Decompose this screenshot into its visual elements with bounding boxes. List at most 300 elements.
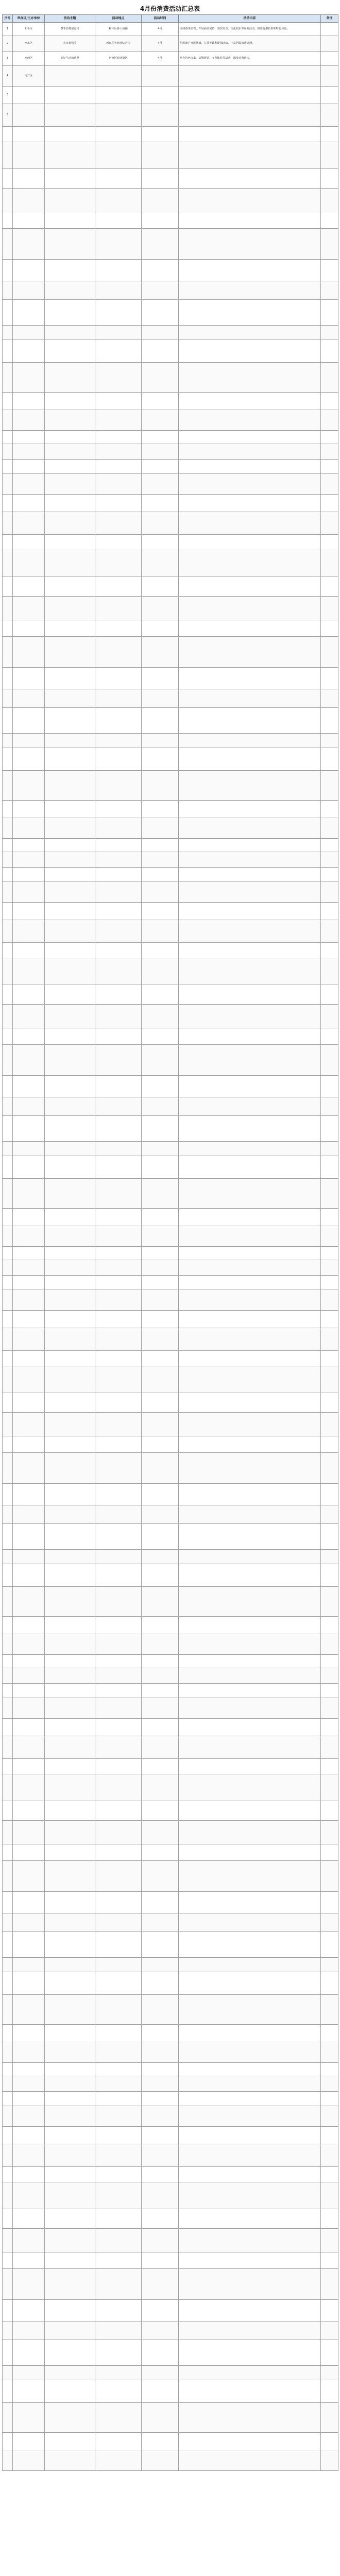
table-row: [3, 620, 338, 637]
table-header-row: [3, 15, 338, 23]
cell-note: [321, 2403, 338, 2433]
cell-place: [95, 1719, 142, 1736]
table-row: [3, 212, 338, 229]
table-row: [3, 1156, 338, 1179]
cell-content: [179, 1524, 321, 1550]
cell-theme: [45, 1698, 95, 1719]
table-row: [3, 2252, 338, 2269]
cell-content: [179, 1226, 321, 1247]
cell-district: [13, 1684, 45, 1698]
cell-content: [179, 169, 321, 189]
cell-note: [321, 495, 338, 512]
cell-no: [3, 2144, 13, 2167]
cell-no: [3, 300, 13, 326]
table-row: [3, 2403, 338, 2433]
cell-place: [95, 1564, 142, 1587]
cell-note: [321, 2380, 338, 2403]
cell-time: [142, 985, 179, 1005]
cell-content: [179, 689, 321, 708]
cell-no: [3, 1801, 13, 1821]
cell-place: [95, 1436, 142, 1453]
cell-place: 河西区商业街区: [95, 52, 142, 66]
cell-time: [142, 920, 179, 943]
cell-time: [142, 1861, 179, 1892]
cell-district: [13, 1156, 45, 1179]
cell-no: [3, 748, 13, 771]
cell-no: [3, 1097, 13, 1116]
cell-no: [3, 1774, 13, 1801]
cell-content: [179, 1116, 321, 1142]
cell-note: [321, 52, 338, 66]
cell-place: [95, 1524, 142, 1550]
cell-theme: [45, 1550, 95, 1564]
cell-district: [13, 2076, 45, 2092]
cell-district: [13, 734, 45, 748]
cell-time: [142, 1076, 179, 1097]
header-district: 举办区/主办单位: [13, 15, 45, 23]
cell-theme: [45, 748, 95, 771]
cell-place: [95, 1655, 142, 1668]
cell-place: [95, 300, 142, 326]
cell-place: [95, 229, 142, 260]
cell-place: [95, 1028, 142, 1045]
table-row: [3, 1759, 338, 1774]
cell-district: [13, 2403, 45, 2433]
cell-note: [321, 985, 338, 1005]
cell-no: [3, 637, 13, 668]
cell-place: [95, 1311, 142, 1328]
cell-content: [179, 903, 321, 920]
cell-district: [13, 1076, 45, 1097]
cell-note: [321, 142, 338, 169]
header-content: 活动内容: [179, 15, 321, 23]
table-row: [3, 2269, 338, 2300]
cell-theme: 美好生活消费季: [45, 52, 95, 66]
cell-no: [3, 460, 13, 474]
table-row: [3, 1260, 338, 1276]
cell-no: [3, 1311, 13, 1328]
cell-time: [142, 1821, 179, 1844]
cell-theme: [45, 1076, 95, 1097]
cell-place: [95, 1958, 142, 1972]
cell-theme: [45, 734, 95, 748]
cell-theme: [45, 300, 95, 326]
cell-no: [3, 1587, 13, 1617]
cell-district: [13, 1913, 45, 1932]
table-row: [3, 1995, 338, 2025]
cell-theme: [45, 1505, 95, 1524]
cell-time: [142, 2106, 179, 2127]
cell-no: [3, 2403, 13, 2433]
cell-no: [3, 1028, 13, 1045]
cell-no: [3, 1524, 13, 1550]
cell-content: [179, 882, 321, 903]
cell-district: [13, 1844, 45, 1861]
cell-theme: [45, 1276, 95, 1290]
cell-content: 围绕春季消费，开展商品促销、餐饮美食、文化娱乐等系列活动，推出优惠折扣和特色体验。: [179, 23, 321, 36]
cell-note: [321, 512, 338, 535]
cell-district: [13, 818, 45, 839]
cell-content: 组织商户开展满减、打折等让利促销活动，丰富居民消费选择。: [179, 36, 321, 52]
cell-theme: [45, 2229, 95, 2252]
cell-no: [3, 839, 13, 852]
cell-place: [95, 2300, 142, 2321]
cell-theme: [45, 104, 95, 127]
cell-place: [95, 2144, 142, 2167]
cell-district: [13, 512, 45, 535]
cell-content: [179, 1684, 321, 1698]
cell-district: [13, 444, 45, 460]
cell-no: [3, 550, 13, 577]
cell-theme: [45, 2340, 95, 2366]
cell-theme: [45, 2269, 95, 2300]
table-row: [3, 36, 338, 52]
cell-time: [142, 1617, 179, 1634]
cell-place: [95, 127, 142, 142]
cell-theme: [45, 1972, 95, 1995]
cell-district: [13, 1564, 45, 1587]
cell-note: [321, 1413, 338, 1436]
cell-place: [95, 868, 142, 882]
cell-theme: [45, 535, 95, 550]
table-row: [3, 1351, 338, 1366]
cell-content: [179, 1076, 321, 1097]
cell-note: [321, 920, 338, 943]
cell-district: [13, 2063, 45, 2076]
cell-note: [321, 1453, 338, 1484]
cell-time: [142, 2300, 179, 2321]
table-row: [3, 393, 338, 410]
cell-district: [13, 852, 45, 868]
cell-time: [142, 637, 179, 668]
cell-district: [13, 1698, 45, 1719]
cell-no: [3, 2209, 13, 2229]
cell-content: [179, 1564, 321, 1587]
cell-no: [3, 1142, 13, 1156]
table-row: [3, 1366, 338, 1393]
cell-district: [13, 2269, 45, 2300]
cell-time: [142, 2182, 179, 2209]
cell-district: [13, 1759, 45, 1774]
cell-theme: [45, 689, 95, 708]
cell-district: [13, 839, 45, 852]
cell-district: [13, 1209, 45, 1226]
cell-place: [95, 1351, 142, 1366]
cell-theme: [45, 1634, 95, 1655]
table-row: [3, 229, 338, 260]
table-row: [3, 868, 338, 882]
cell-no: [3, 2042, 13, 2063]
cell-district: [13, 2433, 45, 2450]
cell-no: [3, 2366, 13, 2380]
cell-place: [95, 708, 142, 734]
cell-no: [3, 1045, 13, 1076]
cell-place: [95, 668, 142, 689]
table-row: [3, 839, 338, 852]
table-row: [3, 2063, 338, 2076]
cell-theme: [45, 2403, 95, 2433]
cell-district: [13, 1958, 45, 1972]
cell-content: [179, 300, 321, 326]
cell-time: [142, 1892, 179, 1913]
cell-content: [179, 535, 321, 550]
cell-content: [179, 1668, 321, 1684]
table-row: [3, 748, 338, 771]
header-note: 备注: [321, 15, 338, 23]
table-row: [3, 771, 338, 801]
cell-note: [321, 771, 338, 801]
cell-place: [95, 1774, 142, 1801]
cell-note: [321, 363, 338, 393]
cell-no: [3, 1209, 13, 1226]
cell-no: 3: [3, 52, 13, 66]
cell-time: [142, 1668, 179, 1684]
cell-theme: [45, 444, 95, 460]
cell-no: [3, 920, 13, 943]
cell-note: [321, 2025, 338, 2042]
cell-note: [321, 410, 338, 431]
cell-no: [3, 1351, 13, 1366]
cell-content: [179, 1821, 321, 1844]
table-row: [3, 1913, 338, 1932]
cell-theme: [45, 260, 95, 281]
cell-place: [95, 460, 142, 474]
cell-theme: [45, 474, 95, 495]
cell-content: [179, 1179, 321, 1209]
cell-content: [179, 189, 321, 212]
table-row: [3, 1453, 338, 1484]
table-row: [3, 66, 338, 87]
cell-place: [95, 495, 142, 512]
cell-place: [95, 512, 142, 535]
cell-district: [13, 1995, 45, 2025]
cell-theme: [45, 1260, 95, 1276]
cell-theme: [45, 2076, 95, 2092]
cell-district: [13, 668, 45, 689]
cell-place: [95, 771, 142, 801]
cell-note: [321, 2321, 338, 2340]
cell-no: [3, 1892, 13, 1913]
table-row: [3, 1226, 338, 1247]
cell-theme: [45, 852, 95, 868]
cell-theme: [45, 2366, 95, 2380]
cell-note: [321, 1634, 338, 1655]
cell-time: [142, 2167, 179, 2182]
cell-district: [13, 1932, 45, 1958]
cell-theme: [45, 2042, 95, 2063]
table-row: [3, 169, 338, 189]
cell-time: [142, 801, 179, 818]
cell-place: [95, 1413, 142, 1436]
cell-district: [13, 748, 45, 771]
cell-theme: [45, 1045, 95, 1076]
table-row: [3, 1116, 338, 1142]
activity-table: [2, 14, 338, 2471]
cell-note: [321, 189, 338, 212]
cell-place: [95, 1045, 142, 1076]
table-row: [3, 958, 338, 985]
cell-time: [142, 668, 179, 689]
cell-time: [142, 903, 179, 920]
cell-no: [3, 326, 13, 340]
cell-district: [13, 229, 45, 260]
cell-place: [95, 1736, 142, 1759]
table-row: [3, 512, 338, 535]
cell-content: [179, 1247, 321, 1260]
cell-note: [321, 620, 338, 637]
cell-place: [95, 1366, 142, 1393]
cell-time: [142, 1913, 179, 1932]
table-row: [3, 474, 338, 495]
cell-no: [3, 229, 13, 260]
cell-place: [95, 1505, 142, 1524]
cell-place: [95, 1179, 142, 1209]
cell-place: [95, 748, 142, 771]
cell-place: [95, 87, 142, 104]
cell-time: [142, 689, 179, 708]
cell-note: [321, 66, 338, 87]
cell-note: [321, 2092, 338, 2106]
cell-place: [95, 2209, 142, 2229]
cell-content: [179, 2144, 321, 2167]
cell-district: [13, 1097, 45, 1116]
cell-time: [142, 142, 179, 169]
cell-time: [142, 1484, 179, 1505]
cell-place: [95, 2433, 142, 2450]
cell-time: [142, 2433, 179, 2450]
cell-note: [321, 2209, 338, 2229]
cell-content: [179, 1995, 321, 2025]
cell-time: [142, 260, 179, 281]
cell-content: [179, 1413, 321, 1436]
table-row: [3, 1774, 338, 1801]
cell-content: [179, 104, 321, 127]
cell-district: 河东区: [13, 36, 45, 52]
cell-district: [13, 127, 45, 142]
cell-place: [95, 801, 142, 818]
cell-note: [321, 87, 338, 104]
cell-note: [321, 2042, 338, 2063]
cell-content: [179, 1958, 321, 1972]
cell-district: [13, 281, 45, 300]
cell-district: [13, 431, 45, 444]
cell-place: [95, 2042, 142, 2063]
table-row: [3, 460, 338, 474]
cell-time: [142, 1684, 179, 1698]
cell-content: [179, 2321, 321, 2340]
table-row: [3, 1861, 338, 1892]
cell-place: [95, 1759, 142, 1774]
cell-time: [142, 2144, 179, 2167]
cell-theme: [45, 818, 95, 839]
cell-note: [321, 943, 338, 958]
table-row: [3, 1587, 338, 1617]
cell-time: [142, 340, 179, 363]
cell-place: [95, 1005, 142, 1028]
cell-content: [179, 1366, 321, 1393]
cell-time: [142, 597, 179, 620]
cell-time: [142, 1045, 179, 1076]
cell-no: [3, 444, 13, 460]
cell-time: [142, 1774, 179, 1801]
cell-note: [321, 1436, 338, 1453]
cell-place: [95, 2092, 142, 2106]
cell-note: [321, 1759, 338, 1774]
cell-district: [13, 1655, 45, 1668]
cell-theme: [45, 1844, 95, 1861]
cell-no: [3, 2167, 13, 2182]
table-row: [3, 2076, 338, 2092]
cell-content: [179, 734, 321, 748]
cell-no: [3, 2182, 13, 2209]
cell-content: [179, 597, 321, 620]
cell-time: [142, 2450, 179, 2471]
cell-no: [3, 127, 13, 142]
cell-theme: [45, 1097, 95, 1116]
table-row: [3, 23, 338, 36]
cell-district: [13, 1861, 45, 1892]
cell-theme: [45, 708, 95, 734]
cell-content: [179, 2127, 321, 2144]
cell-theme: [45, 1736, 95, 1759]
table-row: [3, 818, 338, 839]
cell-district: [13, 410, 45, 431]
cell-note: [321, 637, 338, 668]
cell-district: [13, 142, 45, 169]
table-row: [3, 1393, 338, 1413]
table-row: [3, 1821, 338, 1844]
table-row: [3, 189, 338, 212]
cell-theme: [45, 1156, 95, 1179]
table-row: [3, 2106, 338, 2127]
table-row: [3, 1564, 338, 1587]
cell-no: [3, 1453, 13, 1484]
cell-no: [3, 2229, 13, 2252]
cell-time: [142, 2380, 179, 2403]
cell-place: [95, 1844, 142, 1861]
cell-district: [13, 985, 45, 1005]
cell-note: [321, 340, 338, 363]
cell-no: [3, 708, 13, 734]
cell-content: [179, 2229, 321, 2252]
cell-note: [321, 689, 338, 708]
cell-time: [142, 535, 179, 550]
cell-note: [321, 597, 338, 620]
table-row: [3, 104, 338, 127]
cell-district: [13, 620, 45, 637]
cell-place: [95, 2076, 142, 2092]
cell-theme: [45, 1564, 95, 1587]
cell-place: [95, 1801, 142, 1821]
cell-no: [3, 1617, 13, 1634]
cell-no: [3, 1668, 13, 1684]
cell-time: [142, 1260, 179, 1276]
cell-district: [13, 2380, 45, 2403]
cell-time: [142, 2403, 179, 2433]
cell-content: [179, 1045, 321, 1076]
cell-place: [95, 2025, 142, 2042]
cell-time: [142, 169, 179, 189]
cell-note: [321, 958, 338, 985]
cell-note: [321, 1684, 338, 1698]
cell-place: [95, 2063, 142, 2076]
cell-district: [13, 2209, 45, 2229]
cell-district: [13, 1028, 45, 1045]
cell-time: [142, 1958, 179, 1972]
cell-no: [3, 1655, 13, 1668]
cell-no: [3, 1550, 13, 1564]
table-row: [3, 535, 338, 550]
